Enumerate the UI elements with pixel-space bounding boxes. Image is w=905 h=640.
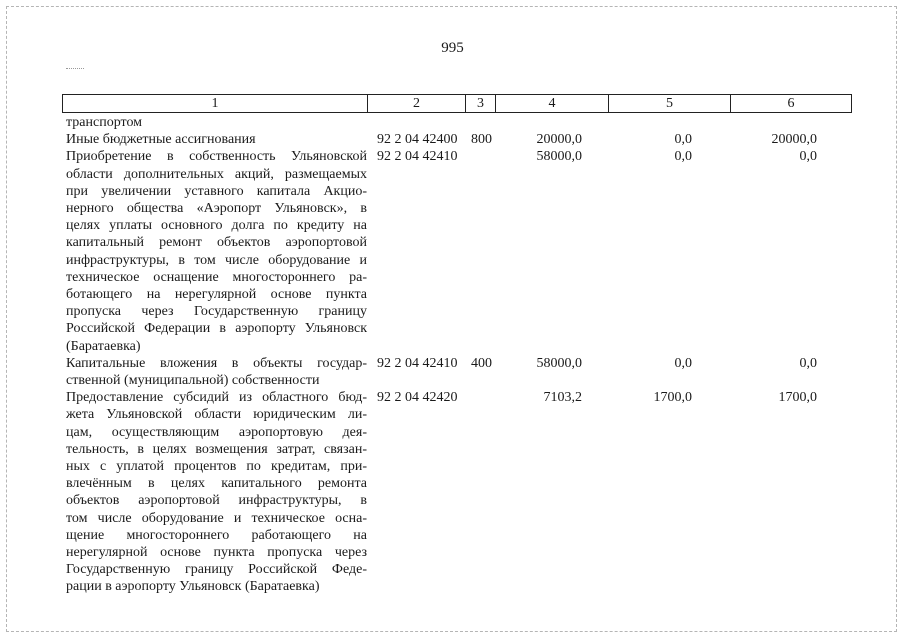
- header-col-2: 2: [368, 95, 466, 113]
- row-value-6: 0,0: [799, 355, 817, 371]
- description-line: нерегулярной основе пункта пропуска через: [66, 545, 367, 561]
- table-row: [62, 114, 851, 131]
- row-value-5: [608, 114, 730, 131]
- page-number: 995: [441, 40, 464, 56]
- header-col-3: 3: [466, 95, 496, 113]
- row-value-6: [730, 114, 851, 131]
- description-line: ботающего на нерегулярной основе пункта: [66, 287, 367, 303]
- row-code: 92 2 04 42410: [377, 355, 458, 371]
- description-line: Иные бюджетные ассигнования: [66, 132, 256, 148]
- row-description: [62, 131, 367, 148]
- table-row: [62, 389, 851, 595]
- row-value-5: 0,0: [674, 132, 692, 148]
- scan-mark: [66, 68, 84, 70]
- description-line: Капитальные вложения в объекты государ-: [66, 355, 367, 371]
- row-description: [62, 114, 367, 131]
- row-description: [62, 355, 367, 389]
- description-line: транспортом: [66, 115, 143, 130]
- row-description: [62, 148, 367, 354]
- header-col-1: 1: [63, 95, 368, 113]
- description-line: нерного общества «Аэропорт Ульяновск», в: [66, 201, 367, 217]
- row-type: [465, 148, 495, 354]
- description-line: капитальный ремонт объектов аэропортовой: [66, 235, 367, 251]
- row-value-6: 0,0: [799, 149, 817, 165]
- table-row: [62, 148, 851, 354]
- description-line: целях уплаты основного долга по кредиту на: [66, 218, 367, 234]
- description-line: Предоставление субсидий из областного бюд-: [66, 390, 367, 406]
- row-code: 92 2 04 42420: [377, 390, 458, 406]
- description-line: том числе оборудование и техническое осна-: [66, 510, 367, 526]
- description-line: ных с уплатой процентов по кредитам, при-: [66, 459, 367, 475]
- row-type: 800: [471, 132, 492, 148]
- description-line: при увеличении уставного капитала Акцио-: [66, 183, 367, 199]
- description-line: цам, осуществляющим аэропортовую дея-: [66, 424, 367, 440]
- description-line: инфраструктуры, в том числе оборудование и: [66, 252, 367, 268]
- description-line: пропуска через Государственную границу: [66, 304, 367, 320]
- description-line: техническое оснащение многостороннего ра-: [66, 269, 367, 285]
- row-code: [367, 114, 465, 131]
- row-value-4: 20000,0: [536, 132, 582, 148]
- table-header: [62, 94, 852, 113]
- row-value-6: 1700,0: [778, 390, 817, 406]
- description-line: Приобретение в собственность Ульяновской: [66, 149, 367, 165]
- header-row: [63, 95, 852, 113]
- description-line: тельность, в целях возмещения затрат, связан-: [66, 441, 367, 457]
- description-line: (Баратаевка): [66, 338, 141, 354]
- row-code: 92 2 04 42400: [377, 132, 458, 148]
- row-value-5: 0,0: [674, 149, 692, 165]
- row-value-4: 58000,0: [536, 355, 582, 371]
- table-row: [62, 355, 851, 389]
- row-type: [465, 389, 495, 595]
- row-value-5: 1700,0: [653, 390, 692, 406]
- description-line: щение многостороннего работающего на: [66, 527, 367, 543]
- description-line: рации в аэропорту Ульяновск (Баратаевка): [66, 579, 320, 595]
- description-line: Государственную границу Российской Феде-: [66, 562, 367, 578]
- row-code: 92 2 04 42410: [377, 149, 458, 165]
- row-description: [62, 389, 367, 595]
- description-line: Российской Федерации в аэропорту Ульяновск: [66, 321, 367, 337]
- table-row: [62, 131, 851, 148]
- table-body: [62, 114, 851, 596]
- description-line: жета Ульяновской области юридическим ли-: [66, 407, 367, 423]
- row-type: 400: [471, 355, 492, 371]
- header-col-4: 4: [496, 95, 609, 113]
- row-value-4: 7103,2: [543, 390, 582, 406]
- row-value-4: [495, 114, 608, 131]
- description-line: области дополнительных акций, размещаемых: [66, 166, 367, 182]
- row-type: [465, 114, 495, 131]
- description-line: влечённым в целях капитального ремонта: [66, 476, 367, 492]
- description-line: ственной (муниципальной) собственности: [66, 373, 320, 389]
- row-value-6: 20000,0: [771, 132, 817, 148]
- row-value-4: 58000,0: [536, 149, 582, 165]
- description-line: объектов аэропортовой инфраструктуры, в: [66, 493, 367, 509]
- row-value-5: 0,0: [674, 355, 692, 371]
- header-col-5: 5: [609, 95, 731, 113]
- header-col-6: 6: [731, 95, 852, 113]
